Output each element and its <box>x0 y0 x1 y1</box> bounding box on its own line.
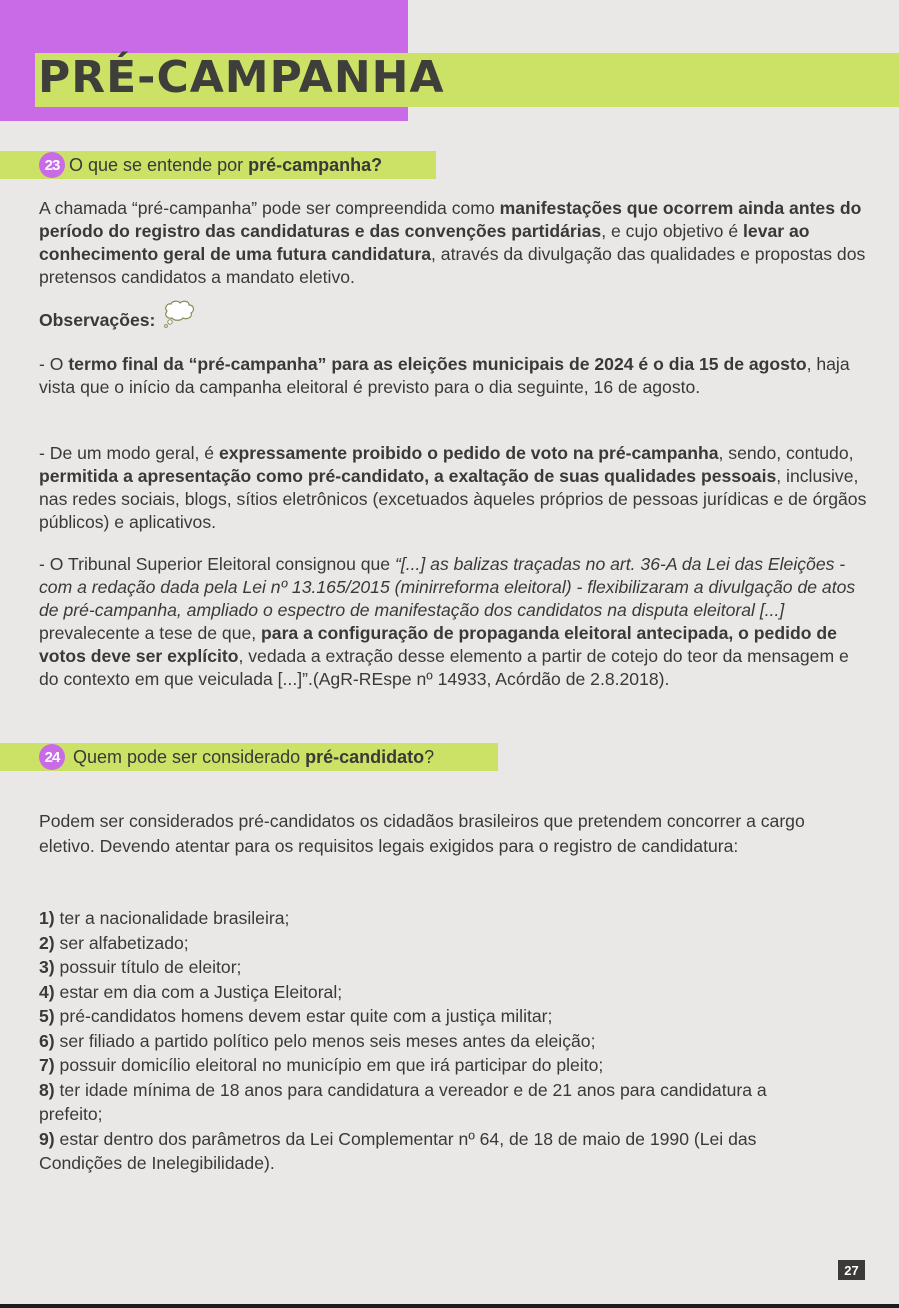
requirement-item <box>39 931 839 956</box>
item-text: ser filiado a partido político pelo menos seis meses antes da eleição; <box>54 1030 596 1051</box>
bold-span: para a configuração de propaganda eleitoral antecipada, o pedido de votos deve ser explícito <box>39 623 837 666</box>
item-text: pré-candidatos homens devem estar quite com a justiça militar; <box>54 1006 553 1026</box>
text-span: , vedada a extração desse elemento a partir de cotejo do teor da mensagem e do contexto em que veiculada [...]”.(AgR-REspe nº 14933, Acórdão de 2.8.2018). <box>39 646 849 689</box>
question-text <box>73 747 434 768</box>
bold-span: manifestações que ocorrem ainda antes do período do registro das candidaturas e das convenções partidárias <box>39 198 862 241</box>
page-number: 27 <box>838 1260 865 1280</box>
observations-heading <box>39 309 869 332</box>
italic-quote: “[...] as balizas traçadas no art. 36-A da Lei das Eleições - com a redação dada pela Lei nº 13.165/2015 (minirreforma eleitoral) - flexibilizaram a divulgação de atos de pré-campanha, ampliado o espectro de manifestação dos candidatos na disputa eleitoral [...] <box>39 554 856 620</box>
item-number: 2) <box>39 932 55 953</box>
text-span: - O <box>39 354 69 374</box>
question-number-badge: 24 <box>39 744 65 770</box>
question-text-end: ? <box>424 746 435 767</box>
item-number: 9) <box>39 1128 55 1149</box>
requirement-item <box>39 1029 839 1054</box>
question-23-heading <box>0 151 436 179</box>
observation-3 <box>39 553 869 691</box>
requirement-item <box>39 980 839 1005</box>
requirement-item <box>39 1004 839 1029</box>
bottom-border <box>0 1304 899 1308</box>
item-number: 1) <box>39 908 55 928</box>
text-span: A chamada “pré-campanha” pode ser compreendida como <box>39 198 500 218</box>
item-number: 4) <box>39 981 55 1002</box>
bold-span: levar ao conhecimento geral de uma futura candidatura <box>39 221 810 264</box>
page-title: PRÉ-CAMPANHA <box>38 52 445 103</box>
text-span: , e cujo objetivo é <box>601 221 744 241</box>
requirements-list <box>39 906 839 1176</box>
bold-span: permitida a apresentação como pré-candidato, a exaltação de suas qualidades pessoais <box>39 466 777 486</box>
observations-label: Observações: <box>39 310 156 330</box>
text-span: prevalecente a tese de que, <box>39 623 262 643</box>
item-number: 6) <box>39 1030 55 1051</box>
item-text: ter a nacionalidade brasileira; <box>54 908 290 928</box>
text-span: - O Tribunal Superior Eleitoral consignou que <box>39 554 395 574</box>
bold-span: expressamente proibido o pedido de voto na pré-campanha <box>218 443 719 463</box>
bold-span: termo final da “pré-campanha” para as eleições municipais de 2024 é o dia 15 de agosto <box>68 354 807 374</box>
observation-2 <box>39 442 869 534</box>
item-text: possuir título de eleitor; <box>54 957 242 977</box>
thought-bubble-icon <box>161 299 197 329</box>
question-text-plain: Quem pode ser considerado <box>73 746 306 767</box>
text-span: - De um modo geral, é <box>39 443 219 463</box>
requirement-item <box>39 906 839 931</box>
item-text: ser alfabetizado; <box>54 932 189 953</box>
q24-intro-paragraph: Podem ser considerados pré-candidatos os cidadãos brasileiros que pretendem concorrer a cargo eletivo. Devendo atentar para os requisitos legais exigidos para o registro de candidatura: <box>39 811 805 856</box>
item-number: 7) <box>39 1055 55 1075</box>
text-span: , haja vista que o início da campanha eleitoral é previsto para o dia seguinte, 16 de agosto. <box>39 354 850 397</box>
observation-1 <box>39 353 869 399</box>
item-text: estar dentro dos parâmetros da Lei Complementar nº 64, de 18 de maio de 1990 (Lei das Condições de Inelegibilidade). <box>39 1128 757 1173</box>
question-text-bold: pré-campanha? <box>248 154 383 175</box>
requirement-item <box>39 955 839 980</box>
question-text <box>69 155 382 176</box>
item-number: 5) <box>39 1006 55 1026</box>
item-text: estar em dia com a Justiça Eleitoral; <box>54 981 343 1002</box>
requirement-item <box>39 1127 769 1176</box>
question-24-heading <box>0 743 498 771</box>
item-number: 8) <box>39 1079 55 1100</box>
item-text: ter idade mínima de 18 anos para candidatura a vereador e de 21 anos para candidatura a prefeito; <box>39 1079 767 1124</box>
question-text-plain: O que se entende por <box>69 154 249 175</box>
text-span: , sendo, contudo, <box>718 443 854 463</box>
text-span: , inclusive, nas redes sociais, blogs, sítios eletrônicos (excetuados àqueles próprios de pessoas jurídicas e de órgãos públicos) e aplicativos. <box>39 466 867 532</box>
intro-paragraph <box>39 197 869 289</box>
requirement-item <box>39 1078 779 1127</box>
text-span: , através da divulgação das qualidades e propostas dos pretensos candidatos a mandato eletivo. <box>39 244 866 287</box>
item-number: 3) <box>39 957 55 977</box>
item-text: possuir domicílio eleitoral no município em que irá participar do pleito; <box>54 1055 604 1075</box>
question-number-badge: 23 <box>39 152 65 178</box>
requirement-item <box>39 1053 839 1078</box>
question-text-bold: pré-candidato <box>305 746 425 767</box>
